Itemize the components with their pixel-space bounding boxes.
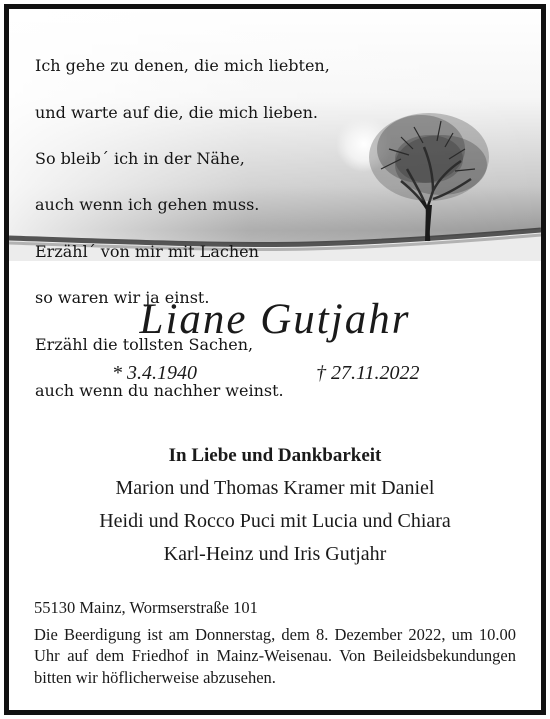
poem-line: auch wenn du nachher weinst. — [35, 381, 284, 401]
mourners-heading: In Liebe und Dankbarkeit — [168, 445, 382, 466]
address: 55130 Mainz, Wormserstraße 101 — [34, 598, 258, 617]
poem-line: auch wenn ich gehen muss. — [35, 195, 260, 215]
poem-line: Ich gehe zu denen, die mich liebten, — [35, 56, 330, 76]
poem-line: und warte auf die, die mich lieben. — [35, 102, 319, 122]
mourners-line: Karl-Heinz und Iris Gutjahr — [163, 543, 387, 565]
footer — [34, 597, 516, 688]
poem-line: Erzähl´ von mir mit Lachen — [35, 241, 259, 261]
birth-date: * 3.4.1940 — [112, 362, 197, 384]
obituary-frame — [4, 4, 546, 715]
mourners-line: Marion und Thomas Kramer mit Daniel — [115, 477, 435, 499]
deceased-name: Liane Gutjahr — [139, 296, 411, 343]
death-date: † 27.11.2022 — [316, 362, 420, 384]
poem-line: so waren wir ja einst. — [35, 288, 210, 308]
mourners-line: Heidi und Rocco Puci mit Lucia und Chiara — [99, 510, 451, 532]
funeral-notice: Die Beerdigung ist am Donnerstag, dem 8. Dezember 2022, um 10.00 Uhr auf dem Friedhof in Mainz-Weisenau. Von Beileidsbekundungen bitten wir höflicherweise abzusehen. — [34, 624, 516, 687]
mourners-block — [9, 439, 541, 571]
poem-line: Erzähl die tollsten Sachen, — [35, 334, 254, 354]
poem-line: So bleib´ ich in der Nähe, — [35, 149, 245, 169]
